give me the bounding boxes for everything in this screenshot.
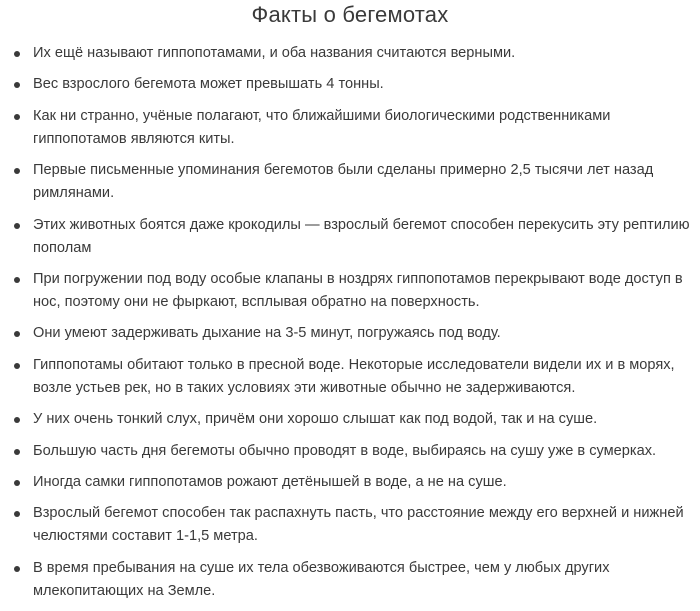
list-item [12, 105, 692, 151]
list-item [12, 471, 692, 494]
bullet-icon [14, 168, 20, 174]
list-item [12, 557, 692, 603]
fact-text: У них очень тонкий слух, причём они хорошо слышат как под водой, так и на суше. [33, 411, 598, 428]
list-item [12, 408, 692, 431]
fact-text: При погружении под воду особые клапаны в ноздрях гиппопотамов перекрывают воде доступ в нос, поэтому они не фыркают, всплывая обратно на поверхность. [33, 270, 683, 310]
bullet-icon [14, 82, 20, 88]
bullet-icon [14, 223, 20, 229]
bullet-icon [14, 363, 20, 369]
list-item [12, 268, 692, 314]
list-item [12, 42, 692, 65]
list-item [12, 502, 692, 548]
facts-list [12, 42, 692, 611]
fact-text: Их ещё называют гиппопотамами, и оба названия считаются верными. [33, 45, 516, 61]
fact-text: Этих животных боятся даже крокодилы — взрослый бегемот способен перекусить эту рептилию пополам [33, 216, 690, 256]
bullet-icon [14, 114, 20, 120]
fact-text: Большую часть дня бегемоты обычно проводят в воде, выбираясь на сушу уже в сумерках. [33, 442, 657, 459]
list-item [12, 322, 692, 345]
fact-text: Вес взрослого бегемота может превышать 4 тонны. [33, 76, 384, 93]
fact-text: Взрослый бегемот способен так распахнуть пасть, что расстояние между его верхней и нижней челюстями составит 1-1,5 метра. [33, 505, 684, 545]
list-item [12, 73, 692, 96]
list-item [12, 354, 692, 400]
bullet-icon [14, 480, 20, 486]
bullet-icon [14, 51, 20, 57]
page-title: Факты о бегемотах [251, 2, 449, 27]
bullet-icon [14, 511, 20, 517]
list-item [12, 440, 692, 463]
list-item [12, 159, 692, 205]
fact-text: Первые письменные упоминания бегемотов были сделаны примерно 2,5 тысячи лет назад римлянами. [33, 162, 654, 202]
fact-text: Как ни странно, учёные полагают, что ближайшими биологическими родственниками гиппопотамов являются киты. [33, 107, 611, 147]
bullet-icon [14, 277, 20, 283]
bullet-icon [14, 331, 20, 337]
fact-text: Гиппопотамы обитают только в пресной воде. Некоторые исследователи видели их и в морях, возле устьев рек, но в таких условиях эти животные обычно не задерживаются. [33, 356, 675, 396]
fact-text: В время пребывания на суше их тела обезвоживаются быстрее, чем у любых других млекопитающих на Земле. [33, 559, 610, 599]
bullet-icon [14, 417, 20, 423]
bullet-icon [14, 566, 20, 572]
fact-text: Иногда самки гиппопотамов рожают детёнышей в воде, а не на суше. [33, 473, 507, 490]
fact-text: Они умеют задерживать дыхание на 3-5 минут, погружаясь под воду. [33, 325, 501, 342]
bullet-icon [14, 449, 20, 455]
list-item [12, 214, 692, 260]
